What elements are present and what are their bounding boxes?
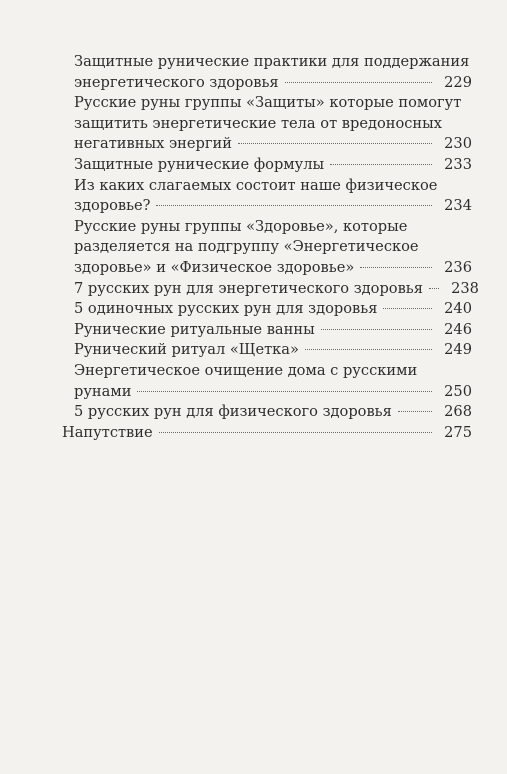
toc-entry[interactable]: [74, 176, 472, 217]
toc-entry-text: защитить энергетические тела от вредоносных: [74, 114, 443, 132]
toc-page-number: 238: [451, 279, 479, 297]
toc-entry-text: разделяется на подгруппу «Энергетическое: [74, 238, 419, 256]
toc-page-number: 275: [444, 423, 472, 441]
toc-page-number: 268: [444, 403, 472, 421]
toc-entry[interactable]: [74, 279, 479, 300]
toc-entry-text: Напутствие: [62, 423, 153, 441]
toc-entry[interactable]: [74, 155, 472, 176]
toc-entry-text: Русские руны группы «Защиты» которые помогут: [74, 94, 462, 112]
toc-entry-text: 7 русских рун для энергетического здоровья: [74, 279, 423, 297]
dot-leader: [398, 411, 432, 412]
toc-entry-text: негативных энергий: [74, 135, 232, 153]
toc-page-number: 233: [444, 155, 472, 173]
toc-entry-text: Рунические ритуальные ванны: [74, 320, 315, 338]
toc-page-number: 230: [444, 135, 472, 153]
toc-entry[interactable]: [74, 52, 472, 93]
toc-page-number: 229: [444, 73, 472, 91]
toc-entry-top-level[interactable]: [62, 423, 472, 444]
dot-leader: [305, 349, 432, 350]
dot-leader: [330, 164, 432, 165]
toc-entry[interactable]: [74, 402, 472, 423]
toc-entry-text: Энергетическое очищение дома с русскими: [74, 361, 418, 379]
dot-leader: [137, 391, 432, 392]
toc-entry[interactable]: [74, 361, 472, 402]
toc-page-number: 236: [444, 258, 472, 276]
toc-page-number: 250: [444, 382, 472, 400]
toc-entry-text: здоровье?: [74, 197, 151, 215]
dot-leader: [285, 82, 432, 83]
toc-entry[interactable]: [74, 299, 472, 320]
table-of-contents: [0, 52, 507, 443]
toc-entry[interactable]: [74, 340, 472, 361]
toc-entry-text: рунами: [74, 382, 132, 400]
dot-leader: [383, 308, 432, 309]
dot-leader: [360, 267, 432, 268]
toc-entry-text: 5 русских рун для физического здоровья: [74, 403, 392, 421]
dot-leader: [159, 432, 432, 433]
toc-entry-text: Русские руны группы «Здоровье», которые: [74, 217, 408, 235]
toc-entry-text: здоровье» и «Физическое здоровье»: [74, 258, 355, 276]
dot-leader: [238, 143, 432, 144]
toc-entry[interactable]: [74, 217, 472, 279]
toc-page-number: 240: [444, 300, 472, 318]
toc-entry[interactable]: [74, 320, 472, 341]
toc-page-number: 249: [444, 341, 472, 359]
toc-entry-text: энергетического здоровья: [74, 73, 279, 91]
toc-entry-text: Рунический ритуал «Щетка»: [74, 341, 299, 359]
toc-entry-text: Из каких слагаемых состоит наше физическое: [74, 176, 438, 194]
dot-leader: [156, 205, 432, 206]
toc-page-number: 246: [444, 320, 472, 338]
dot-leader: [321, 329, 432, 330]
toc-entry-text: 5 одиночных русских рун для здоровья: [74, 300, 378, 318]
dot-leader: [429, 288, 439, 289]
toc-page-number: 234: [444, 197, 472, 215]
toc-entry-text: Защитные рунические практики для поддержания: [74, 53, 470, 70]
toc-entry[interactable]: [74, 93, 472, 155]
toc-entry-text: Защитные рунические формулы: [74, 155, 325, 173]
